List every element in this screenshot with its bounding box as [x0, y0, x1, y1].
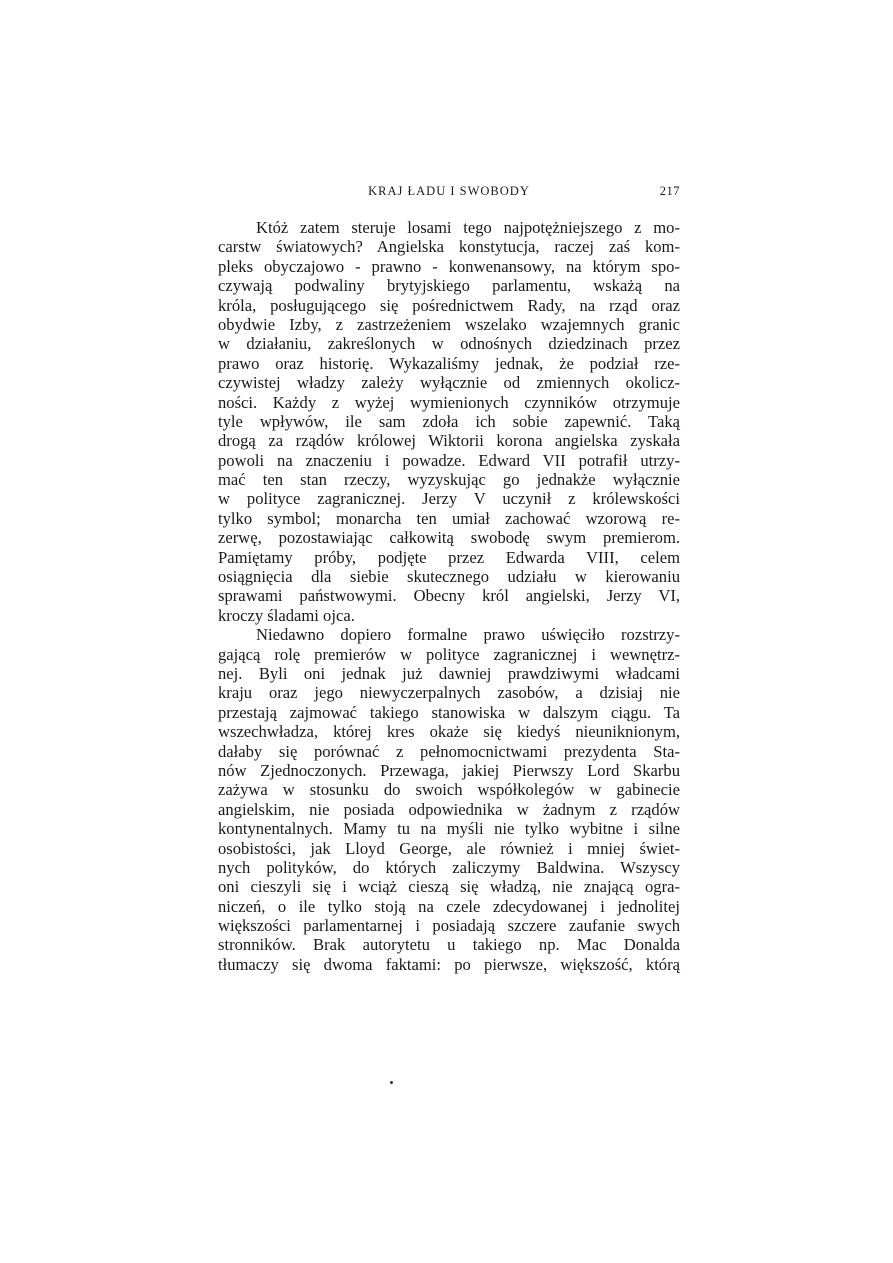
text-line: nych polityków, do których zaliczymy Baldwina. Wszyscy — [218, 857, 680, 877]
text-line: niczeń, o ile tylko stoją na czele zdecydowanej i jednolitej — [218, 896, 680, 916]
text-line: powoli na znaczeniu i powadze. Edward VII potrafił utrzy- — [218, 450, 680, 470]
text-line: nów Zjednoczonych. Przewaga, jakiej Pierwszy Lord Skarbu — [218, 760, 680, 780]
paragraph-1 — [218, 218, 680, 625]
text-line: czywają podwaliny brytyjskiego parlamentu, wskażą na — [218, 276, 680, 296]
text-line: kontynentalnych. Mamy tu na myśli nie tylko wybitne i silne — [218, 819, 680, 839]
text-line: wszechwładza, której kres okaże się kiedyś nieuniknionym, — [218, 722, 680, 742]
text-line: czywistej władzy zależy wyłącznie od zmiennych okolicz- — [218, 373, 680, 393]
text-line: mać ten stan rzeczy, wyzyskując go jednakże wyłącznie — [218, 470, 680, 490]
ink-speck — [390, 1081, 393, 1084]
text-line: dałaby się porównać z pełnomocnictwami prezydenta Sta- — [218, 741, 680, 761]
text-line: ności. Każdy z wyżej wymienionych czynników otrzymuje — [218, 392, 680, 412]
text-line: większości parlamentarnej i posiadają szczere zaufanie swych — [218, 916, 680, 936]
text-line: carstw światowych? Angielska konstytucja, raczej zaś kom- — [218, 237, 680, 257]
text-line: osiągnięcia dla siebie skutecznego udziału w kierowaniu — [218, 567, 680, 587]
text-line: gającą rolę premierów w polityce zagranicznej i wewnętrz- — [218, 644, 680, 664]
text-line: zażywa w stosunku do swoich współkolegów w gabinecie — [218, 780, 680, 800]
text-line: obydwie Izby, z zastrzeżeniem wszelako wzajemnych granic — [218, 314, 680, 334]
text-line: oni cieszyli się i wciąż cieszą się władzą, nie znającą ogra- — [218, 877, 680, 897]
text-line: tyle wpływów, ile sam zdoła ich sobie zapewnić. Taką — [218, 411, 680, 431]
page-number: 217 — [659, 184, 680, 198]
text-line: tylko symbol; monarcha ten umiał zachować wzorową re- — [218, 508, 680, 528]
text-line: pleks obyczajowo - prawno - konwenansowy, na którym spo- — [218, 256, 680, 276]
text-line: nej. Byli oni jednak już dawniej prawdziwymi władcami — [218, 663, 680, 683]
running-head — [218, 184, 680, 202]
text-line: kroczy śladami ojca. — [218, 605, 355, 625]
text-line: prawo oraz historię. Wykazaliśmy jednak, że podział rze- — [218, 353, 680, 373]
text-line: Niedawno dopiero formalne prawo uświęciło rozstrzy- — [256, 625, 680, 645]
text-line: angielskim, nie posiada odpowiednika w żadnym z rządów — [218, 799, 680, 819]
text-line: tłumaczy się dwoma faktami: po pierwsze, większość, którą — [218, 954, 680, 974]
text-line: stronników. Brak autorytetu u takiego np. Mac Donalda — [218, 935, 680, 955]
paragraph-2 — [218, 625, 680, 974]
text-line: Któż zatem steruje losami tego najpotężniejszego z mo- — [256, 218, 680, 237]
running-title: KRAJ ŁADU I SWOBODY — [368, 184, 530, 198]
text-line: kraju oraz jego niewyczerpalnych zasobów, a dzisiaj nie — [218, 683, 680, 703]
text-line: zerwę, pozostawiając całkowitą swobodę swym premierom. — [218, 528, 680, 548]
text-line: sprawami państwowymi. Obecny król angielski, Jerzy VI, — [218, 586, 680, 606]
text-line: Pamiętamy próby, podjęte przez Edwarda VIII, celem — [218, 547, 680, 567]
text-block — [218, 218, 680, 974]
text-line: osobistości, jak Lloyd George, ale również i mniej świet- — [218, 838, 680, 858]
text-line: w działaniu, zakreślonych w odnośnych dziedzinach przez — [218, 334, 680, 354]
text-line: w polityce zagranicznej. Jerzy V uczynił z królewskości — [218, 489, 680, 509]
text-line: przestają zajmować takiego stanowiska w dalszym ciągu. Ta — [218, 702, 680, 722]
text-line: króla, posługującego się pośrednictwem Rady, na rząd oraz — [218, 295, 680, 315]
text-line: drogą za rządów królowej Wiktorii korona angielska zyskała — [218, 431, 680, 451]
